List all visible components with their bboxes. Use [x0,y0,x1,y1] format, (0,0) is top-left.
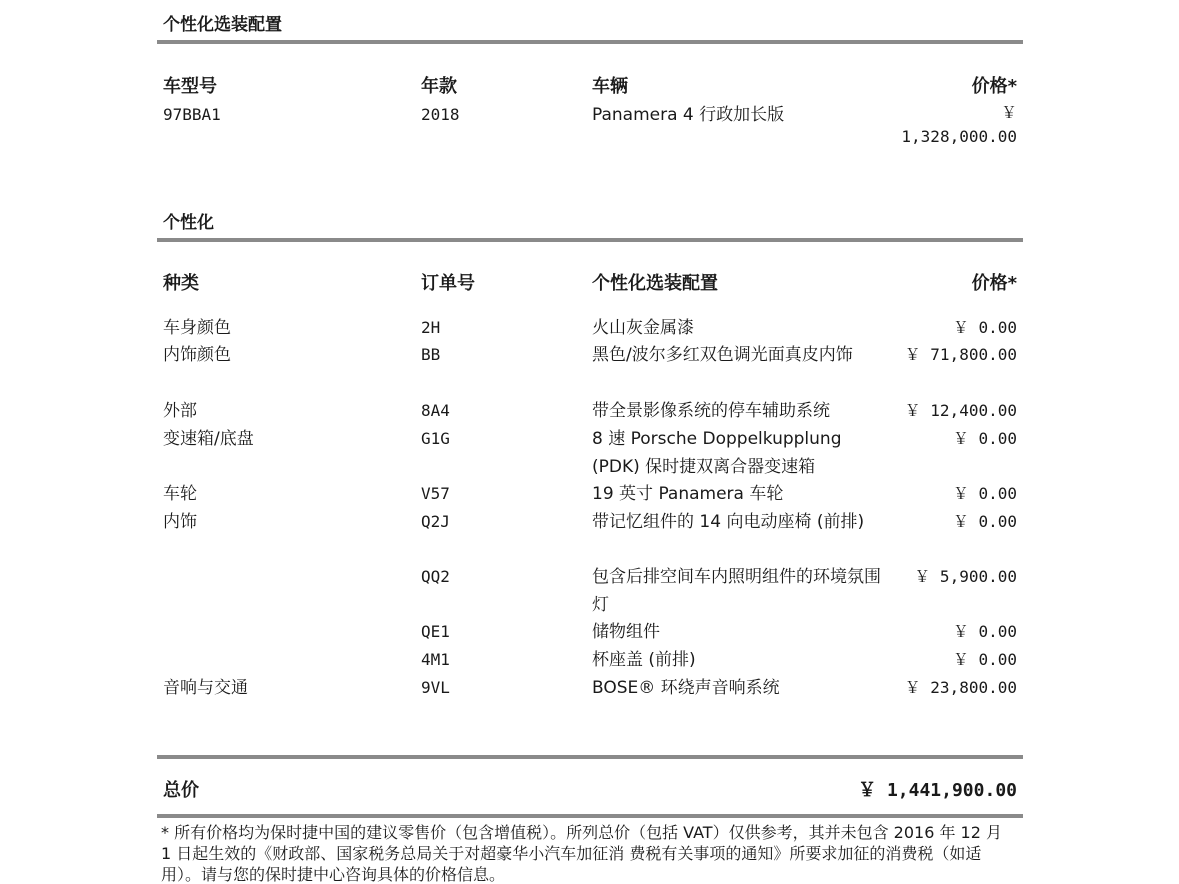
header-model-code: 车型号 [163,76,217,97]
config-section-title: 个性化选装配置 [163,15,282,35]
header-price: 价格* [971,76,1017,97]
row-category: 音响与交通 [163,678,248,698]
row-code: G1G [421,429,450,448]
row-code: 4M1 [421,650,450,669]
header-year: 年款 [421,76,457,97]
row-option: 火山灰金属漆 [592,318,694,338]
currency-symbol: ￥ [1000,103,1017,122]
header-order-no: 订单号 [421,273,475,294]
personalization-section-title: 个性化 [163,213,214,233]
row-category: 变速箱/底盘 [163,429,254,449]
model-year: 2018 [421,105,460,124]
row-option: 19 英寸 Panamera 车轮 [592,484,784,504]
total-divider [157,814,1023,818]
row-option: 8 速 Porsche Doppelkupplung (PDK) 保时捷双离合器变速箱 [592,429,842,477]
row-price: ￥ 5,900.00 [914,567,1017,586]
row-price: ￥ 0.00 [952,318,1017,337]
row-price: ￥ 0.00 [952,622,1017,641]
row-price: ￥ 71,800.00 [904,345,1017,364]
row-code: 8A4 [421,401,450,420]
row-code: Q2J [421,512,450,531]
row-price: ￥ 23,800.00 [904,678,1017,697]
row-option: BOSE® 环绕声音响系统 [592,678,780,698]
row-code: 2H [421,318,441,337]
header-price: 价格* [971,273,1017,294]
section-divider [157,40,1023,44]
row-option: 储物组件 [592,622,660,642]
row-category: 内饰颜色 [163,345,231,365]
row-option: 包含后排空间车内照明组件的环境氛围灯 [592,567,881,615]
row-option: 黑色/波尔多红双色调光面真皮内饰 [592,345,853,365]
header-vehicle: 车辆 [592,76,628,97]
row-category: 内饰 [163,512,197,532]
header-category: 种类 [163,273,199,294]
row-option: 带记忆组件的 14 向电动座椅 (前排) [592,512,865,532]
row-price: ￥ 0.00 [952,484,1017,503]
row-code: QQ2 [421,567,450,586]
row-code: BB [421,345,441,364]
row-price: ￥ 0.00 [952,650,1017,669]
row-option: 带全景影像系统的停车辅助系统 [592,401,830,421]
row-price: ￥ 12,400.00 [904,401,1017,420]
row-code: QE1 [421,622,450,641]
total-value: ￥ 1,441,900.00 [858,780,1017,801]
row-category: 车身颜色 [163,318,231,338]
row-category: 车轮 [163,484,197,504]
header-option: 个性化选装配置 [592,273,718,294]
total-label: 总价 [163,780,199,801]
row-price: ￥ 0.00 [952,512,1017,531]
row-code: 9VL [421,678,450,697]
price-document [157,0,1023,884]
row-code: V57 [421,484,450,503]
model-code: 97BBA1 [163,105,221,124]
row-category: 外部 [163,401,197,421]
price-footnote: * 所有价格均为保时捷中国的建议零售价（包含增值税）。所列总价（包括 VAT）仅供参考，其并未包含 2016 年 12 月 1 日起生效的《财政部、国家税务总局关于对超豪华小汽车加征消 费税有关事项的通知》所要求加征的消费税（如适用）。请与您的保时捷中心咨询具体的价格信息。 [161,823,1002,884]
total-divider [157,755,1023,759]
vehicle-name: Panamera 4 行政加长版 [592,105,785,125]
section-divider [157,238,1023,242]
vehicle-price-value: 1,328,000.00 [901,127,1017,146]
vehicle-price [901,101,1017,149]
row-price: ￥ 0.00 [952,429,1017,448]
row-option: 杯座盖 (前排) [592,650,696,670]
